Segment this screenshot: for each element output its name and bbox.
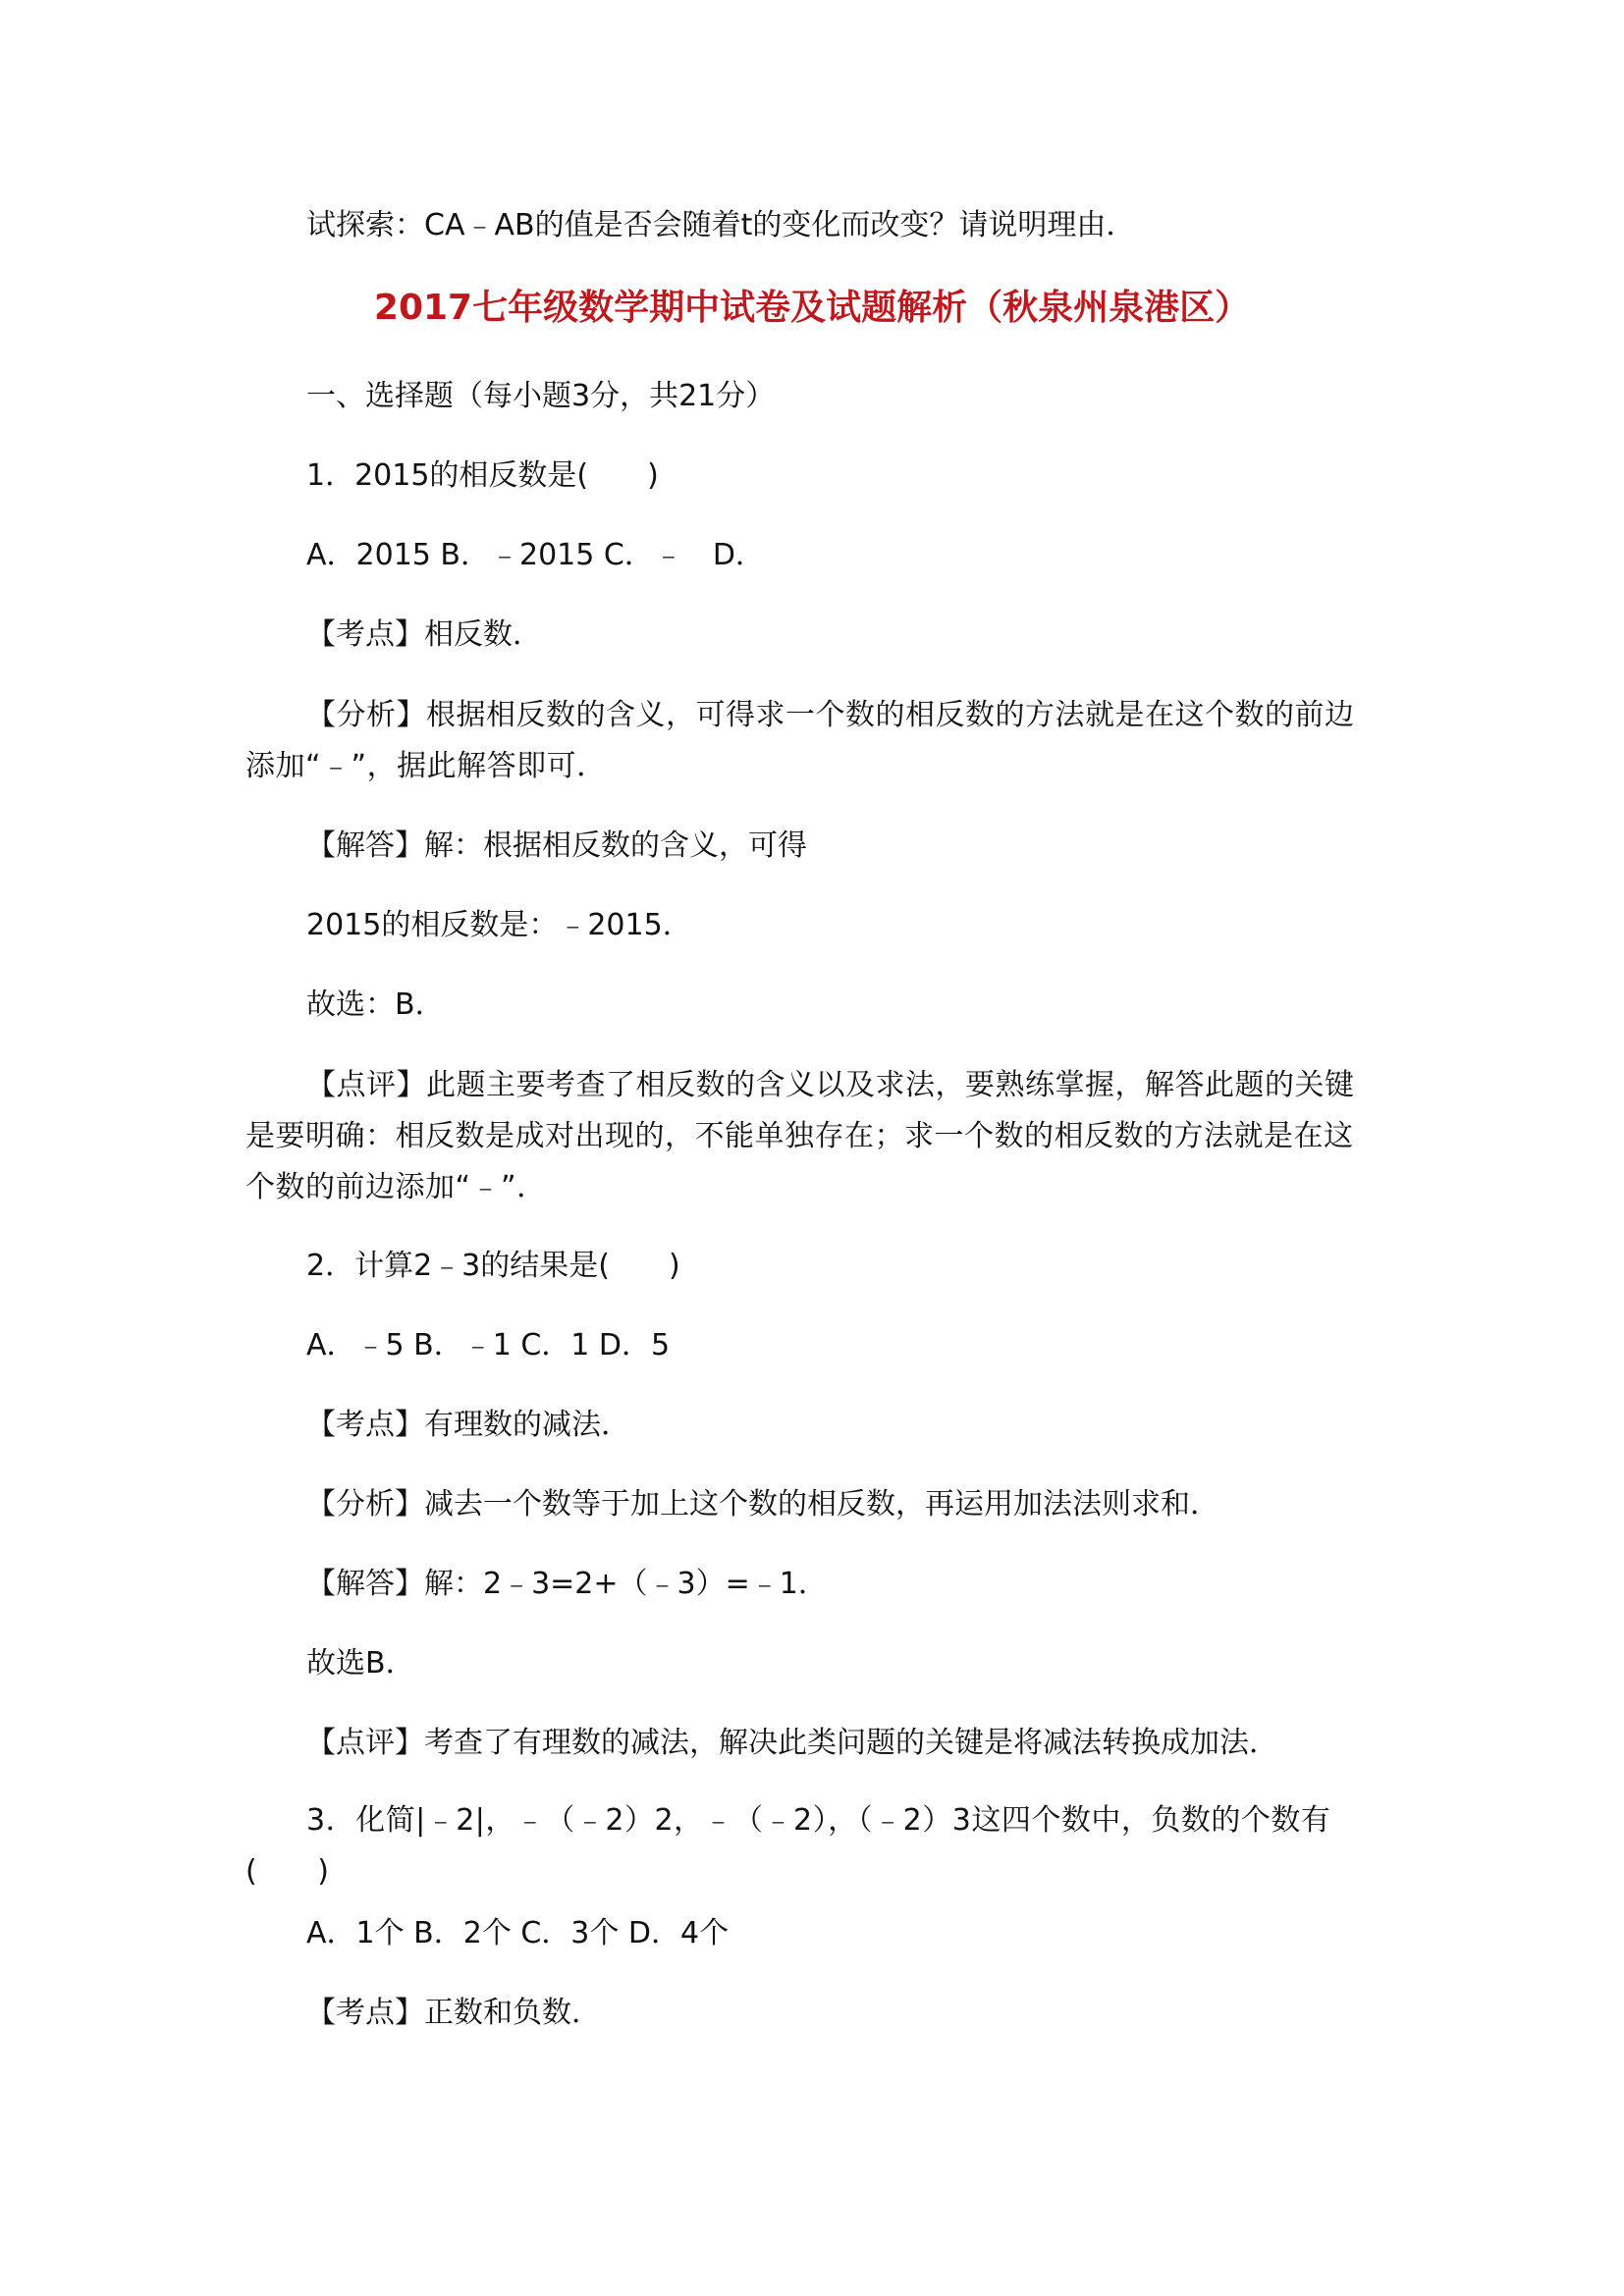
q1-point: 【考点】相反数． xyxy=(306,617,542,652)
intro-text: 试探索：CA﹣AB的值是否会随着t的变化而改变？请说明理由． xyxy=(306,208,1136,242)
q1-comment: 【点评】此题主要考查了相反数的含义以及求法，要熟练掌握，解答此题的关键是要明确：相反数是成对出现的，不能单独存在；求一个数的相反数的方法就是在这个数的前边添加“﹣”． xyxy=(245,1068,1355,1204)
q3-options: A．1个 B．2个 C．3个 D．4个 xyxy=(306,1916,730,1950)
document-title: 2017七年级数学期中试卷及试题解析（秋泉州泉港区） xyxy=(373,288,1251,328)
q1-question: 1．2015的相反数是( ) xyxy=(306,458,659,493)
section-heading: 一、选择题（每小题3分，共21分） xyxy=(306,379,776,413)
q1-analysis: 【分析】根据相反数的含义，可得求一个数的相反数的方法就是在这个数的前边添加“﹣”，据此解答即可． xyxy=(245,698,1355,783)
q1-choice: 故选：B． xyxy=(306,988,445,1022)
q2-choice: 故选B． xyxy=(306,1646,415,1681)
q2-options: A．﹣5 B．﹣1 C．1 D．5 xyxy=(306,1328,671,1362)
q1-options: A．2015 B．﹣2015 C．﹣ D． xyxy=(306,538,765,572)
q1-answer: 【解答】解：根据相反数的含义，可得 xyxy=(306,828,807,863)
q3-question: 3．化简|﹣2|，﹣（﹣2）2，﹣（﹣2），（﹣2）3这四个数中，负数的个数有( ) xyxy=(245,1803,1331,1889)
q3-point: 【考点】正数和负数． xyxy=(306,1996,601,2030)
q2-analysis: 【分析】减去一个数等于加上这个数的相反数，再运用加法法则求和． xyxy=(306,1487,1219,1522)
q2-question: 2．计算2﹣3的结果是( ) xyxy=(306,1249,680,1283)
q2-answer: 【解答】解：2﹣3=2+（﹣3）=﹣1． xyxy=(306,1567,828,1601)
q2-point: 【考点】有理数的减法． xyxy=(306,1408,630,1442)
q2-comment: 【点评】考查了有理数的减法，解决此类问题的关键是将减法转换成加法． xyxy=(306,1726,1278,1760)
q1-answer-line2: 2015的相反数是：﹣2015． xyxy=(306,908,692,942)
